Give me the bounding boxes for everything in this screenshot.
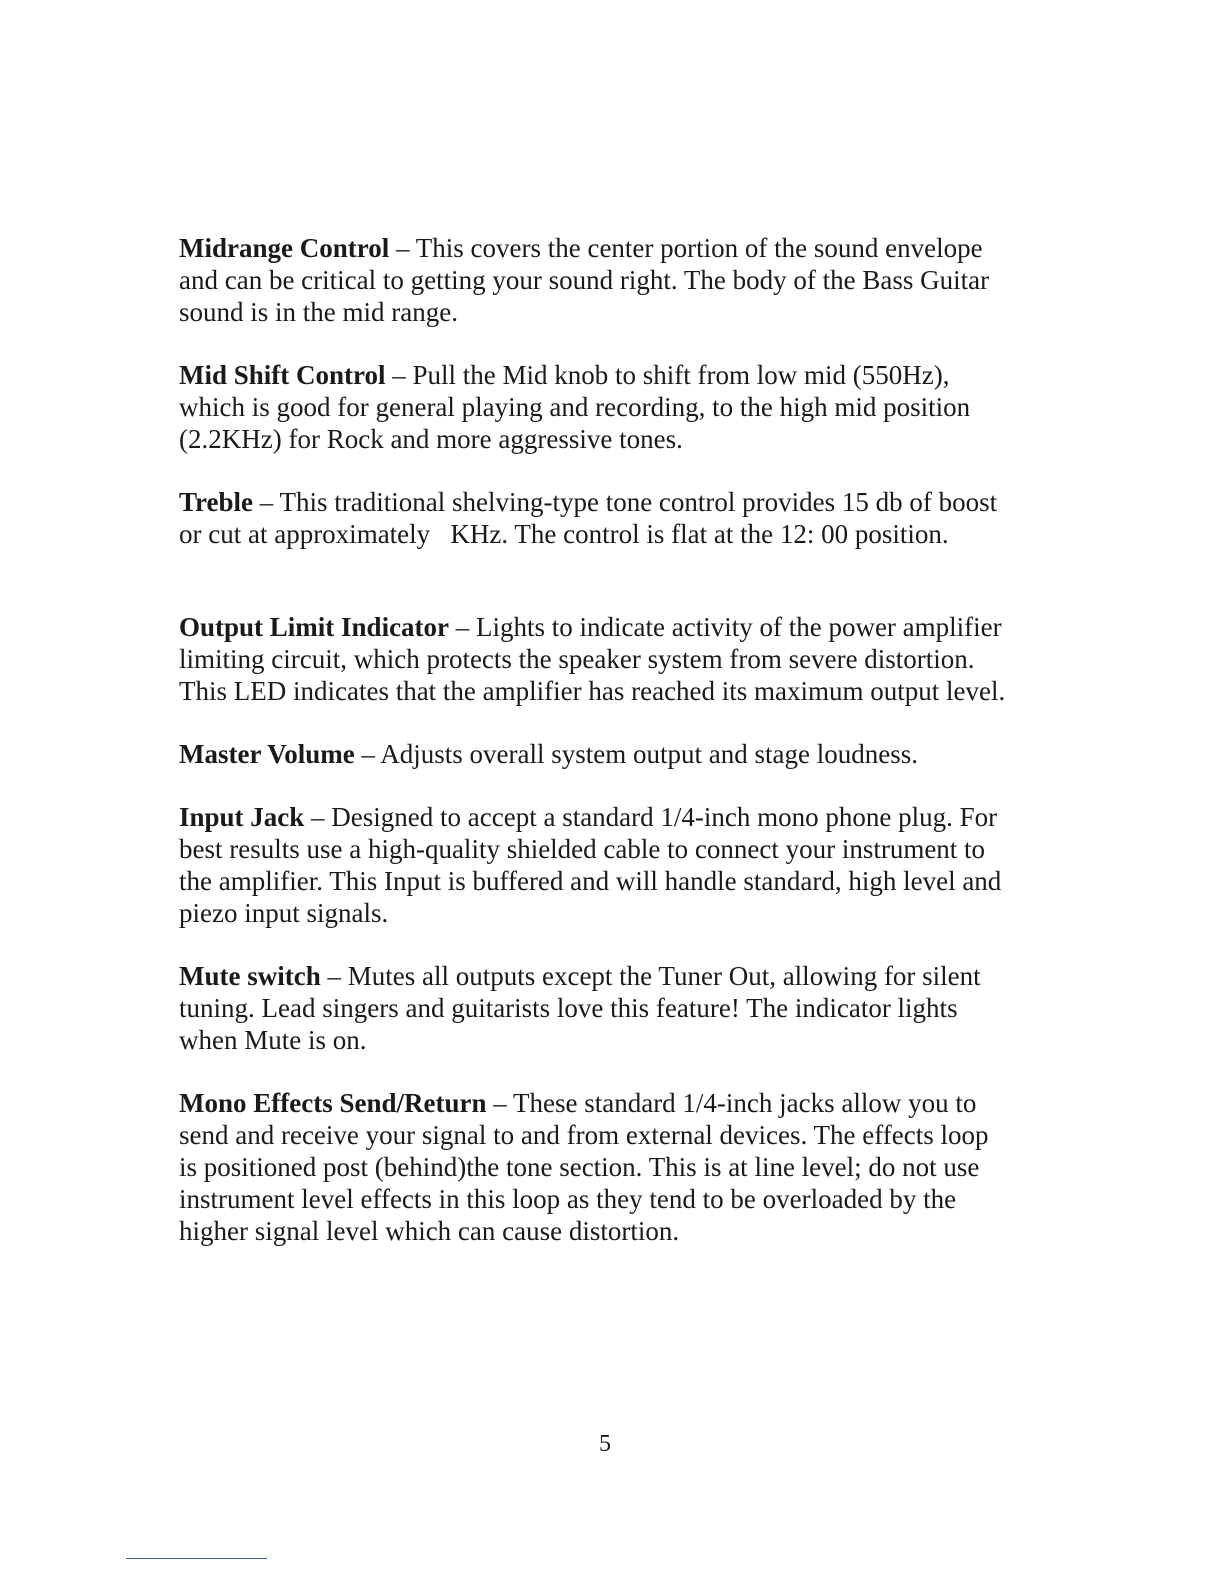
- section-term: Treble: [179, 487, 253, 517]
- section-term: Input Jack: [179, 802, 305, 832]
- section-input-jack: [179, 801, 1059, 929]
- section-text: – Adjusts overall system output and stage loudness.: [354, 739, 918, 769]
- section-term: Mute switch: [179, 961, 321, 991]
- section-line: higher signal level which can cause distortion.: [179, 1216, 680, 1246]
- section-line: [179, 738, 1059, 770]
- section-line: when Mute is on.: [179, 1025, 367, 1055]
- section-line: limiting circuit, which protects the speaker system from severe distortion.: [179, 644, 975, 674]
- section-treble: [179, 486, 1059, 550]
- section-line: sound is in the mid range.: [179, 297, 458, 327]
- section-term: Output Limit Indicator: [179, 612, 450, 642]
- section-line: piezo input signals.: [179, 898, 389, 928]
- section-line: is positioned post (behind)the tone section. This is at line level; do not use: [179, 1152, 980, 1182]
- section-text: – Lights to indicate activity of the power amplifier: [449, 612, 1002, 642]
- section-output-limit-indicator: [179, 611, 1059, 707]
- section-midrange-control: [179, 232, 1059, 328]
- section-text: – Mutes all outputs except the Tuner Out, allowing for silent: [320, 961, 981, 991]
- section-text: – This covers the center portion of the sound envelope: [389, 233, 983, 263]
- section-line: [179, 611, 1059, 643]
- section-line: tuning. Lead singers and guitarists love this feature! The indicator lights: [179, 993, 958, 1023]
- section-text: – Designed to accept a standard 1/4-inch mono phone plug. For: [304, 802, 998, 832]
- section-term: Mono Effects Send/Return: [179, 1088, 487, 1118]
- section-term: Mid Shift Control: [179, 360, 386, 390]
- section-line: or cut at approximately KHz. The control is flat at the 12: 00 position.: [179, 519, 949, 549]
- section-term: Master Volume: [179, 739, 355, 769]
- section-line: This LED indicates that the amplifier has reached its maximum output level.: [179, 676, 1006, 706]
- section-line: [179, 232, 1059, 264]
- section-line: [179, 960, 1059, 992]
- section-term: Midrange Control: [179, 233, 390, 263]
- section-text: – Pull the Mid knob to shift from low mid (550Hz),: [385, 360, 950, 390]
- section-line: the amplifier. This Input is buffered and will handle standard, high level and: [179, 866, 1002, 896]
- page-number: 5: [599, 1431, 611, 1457]
- section-mono-effects-send-return: [179, 1087, 1059, 1247]
- page-content: [179, 232, 1059, 1247]
- section-line: and can be critical to getting your sound right. The body of the Bass Guitar: [179, 265, 990, 295]
- section-line: send and receive your signal to and from external devices. The effects loop: [179, 1120, 989, 1150]
- section-text: – This traditional shelving-type tone control provides 15 db of boost: [253, 487, 998, 517]
- section-mute-switch: [179, 960, 1059, 1056]
- section-line: [179, 801, 1059, 833]
- section-text: – These standard 1/4-inch jacks allow you to: [486, 1088, 977, 1118]
- section-line: [179, 1087, 1059, 1119]
- section-mid-shift-control: [179, 359, 1059, 455]
- section-line: best results use a high-quality shielded cable to connect your instrument to: [179, 834, 986, 864]
- section-line: which is good for general playing and recording, to the high mid position: [179, 392, 971, 422]
- section-master-volume: [179, 738, 1059, 770]
- section-line: [179, 486, 1059, 518]
- section-line: instrument level effects in this loop as they tend to be overloaded by the: [179, 1184, 957, 1214]
- footnote-divider: [126, 1558, 267, 1559]
- section-line: (2.2KHz) for Rock and more aggressive tones.: [179, 424, 683, 454]
- section-line: [179, 359, 1059, 391]
